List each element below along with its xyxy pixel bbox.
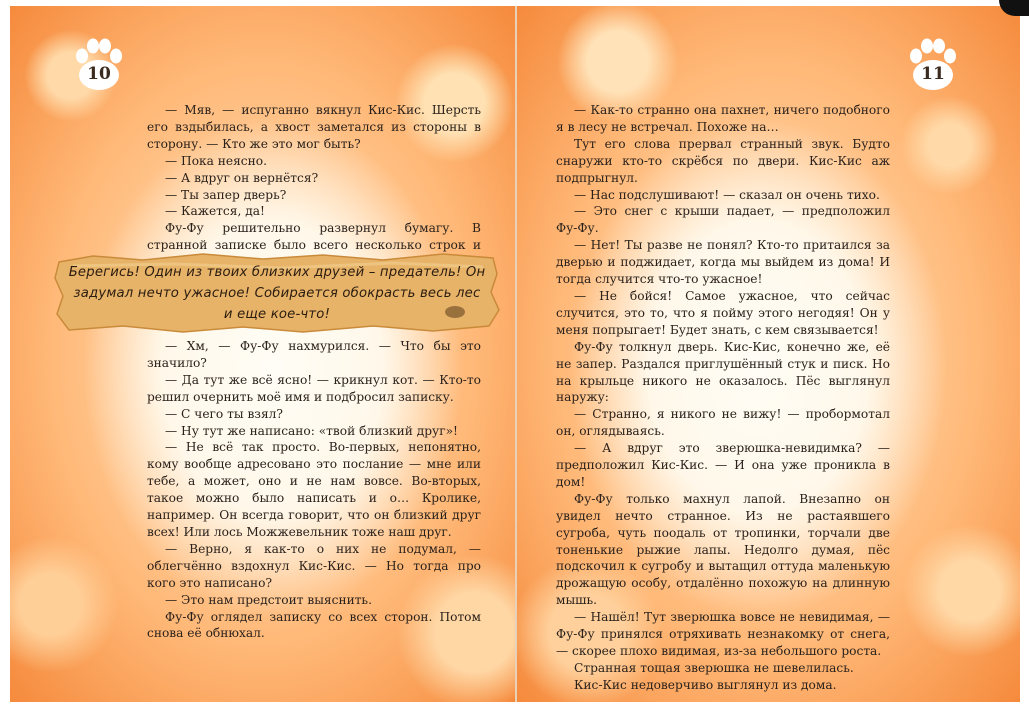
paragraph: — Ты запер дверь? <box>165 187 287 202</box>
paragraph: — Странно, я никого не вижу! — пробормотал он, оглядываясь. <box>556 407 890 439</box>
paragraph: Фу-Фу решительно развернул бумагу. В странной записке было всего несколько строк и <box>147 221 481 253</box>
paragraph: — А вдруг это зверюшка-невидимка? — предположил Кис-Кис. — И она уже проникла в дом! <box>556 441 890 489</box>
paragraph: Тут его слова прервал странный звук. Будто снаружи кто-то скрёбся по двери. Кис-Кис аж подпрыгнул. <box>556 136 890 185</box>
page-number: 10 <box>87 64 111 84</box>
paragraph: Фу-Фу оглядел записку со всех сторон. Потом снова её обнюхал. <box>147 609 481 641</box>
text-block <box>556 102 890 694</box>
paragraph: — С чего ты взял? <box>165 406 283 421</box>
page-number-badge <box>906 34 960 92</box>
paragraph: — Хм, — Фу-Фу нахмурился. — Что бы это значило? <box>147 339 481 370</box>
paragraph: Странная тощая зверюшка не шевелилась. <box>574 660 854 675</box>
paragraph: Кис-Кис недоверчиво выглянул из дома. <box>574 677 837 692</box>
paragraph: — Нас подслушивают! — сказал он очень тихо. <box>574 187 880 202</box>
paragraph: — Не всё так просто. Во-первых, непонятно, кому вообще адресовано это послание — мне или тебе, а может, оно и не нам вовсе. Во-вторых, такое можно было написать и о… Кролике, например. Он всегда говорит, что он близкий друг всех! Или лось Можжевельник тоже наш друг. <box>147 440 481 539</box>
text-block-top <box>147 102 481 271</box>
note-text: Берегись! Один из твоих близких друзей – предатель! Он задумал нечто ужасное! Собирается обокрасть весь лес и еще кое-что! <box>68 265 486 322</box>
paragraph: — Нашёл! Тут зверюшка вовсе не невидимая, — Фу-Фу принялся отряхивать незнакомку от снега, — скорее плохо видимая, из-за небольшого роста. <box>556 610 890 658</box>
left-page <box>10 6 515 702</box>
paragraph: Фу-Фу толкнул дверь. Кис-Кис, конечно же, её не запер. Раздался приглушённый стук и писк. Но на крыльце никого не оказалось. Пёс выглянул наружу: <box>556 339 890 405</box>
page-number: 11 <box>921 64 945 84</box>
paragraph: — Кажется, да! <box>165 204 265 219</box>
paragraph: — Да тут же всё ясно! — крикнул кот. — Кто-то решил очернить моё имя и подбросил записку. <box>147 372 481 404</box>
paragraph: — Пока неясно. <box>165 153 267 168</box>
paragraph: — Это снег с крыши падает, — предположил Фу-Фу. <box>556 204 890 236</box>
paragraph: — Не бойся! Самое ужасное, что сейчас случится, это то, что я пойму этого негодяя! Он у меня попрыгает! Будет знать, с кем связывается! <box>556 288 890 337</box>
right-page <box>517 6 1020 702</box>
page-number-badge <box>72 34 126 92</box>
paragraph: — Это нам предстоит выяснить. <box>165 592 372 607</box>
text-block-bottom <box>147 338 481 642</box>
paragraph: — Нет! Ты разве не понял? Кто-то притаился за дверью и поджидает, когда мы выйдем из дома! И тогда случится что-то ужасное! <box>556 238 890 287</box>
paragraph: — Как-то странно она пахнет, ничего подобного я в лесу не встречал. Похоже на… <box>556 103 890 134</box>
paragraph: — А вдруг он вернётся? <box>165 170 319 185</box>
secret-note <box>53 252 501 334</box>
paragraph: — Мяв, — испуганно вякнул Кис-Кис. Шерсть его вздыбилась, а хвост заметался из стороны в сторону. — Кто же это мог быть? <box>147 103 481 151</box>
paragraph: — Верно, я как-то о них не подумал, — облегчённо вздохнул Кис-Кис. — Но тогда про кого это написано? <box>147 541 481 590</box>
paragraph: Фу-Фу только махнул лапой. Внезапно он увидел нечто странное. Из не растаявшего сугроба, чуть поодаль от тропинки, торчали две тоненькие рыжие лапы. Недолго думая, пёс подскочил к сугробу и вытащил оттуда маленькую дрожащую особу, отдалённо похожую на длинную мышь. <box>556 491 890 608</box>
paragraph: — Ну тут же написано: «твой близкий друг»! <box>165 423 458 438</box>
